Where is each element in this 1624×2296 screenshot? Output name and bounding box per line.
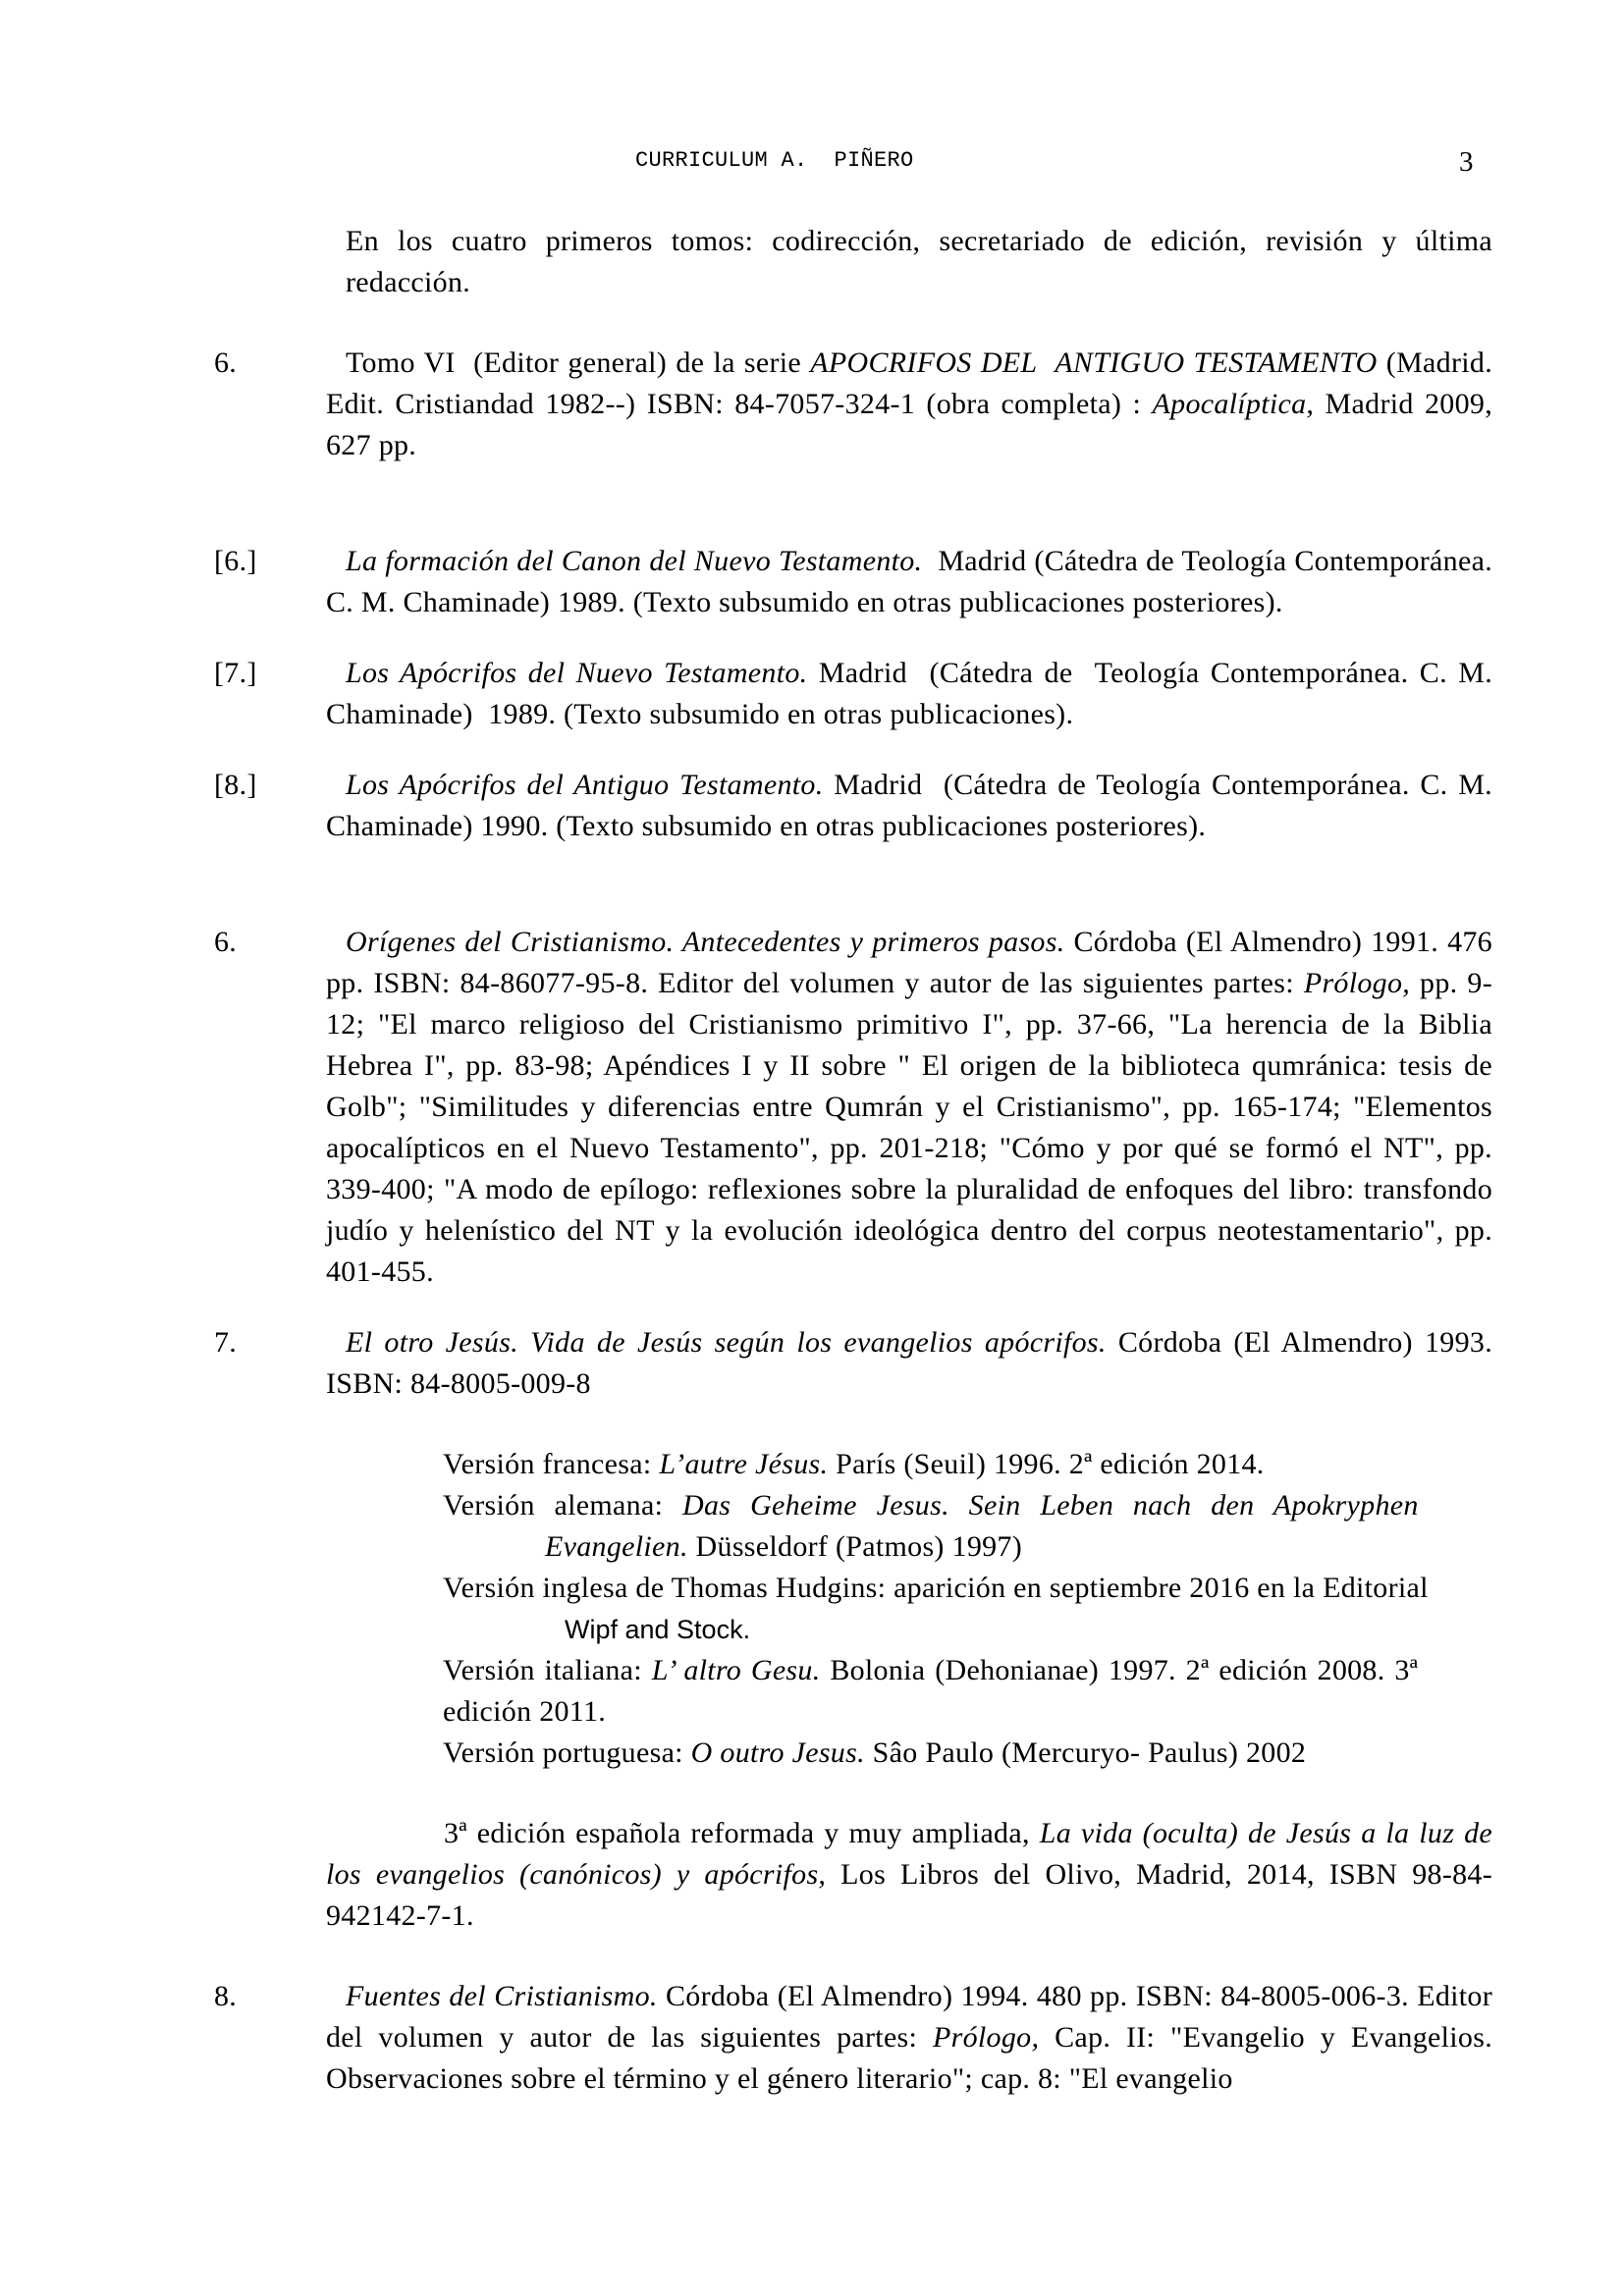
title-italic-text: Fuentes del Cristianismo. [346, 1980, 658, 2012]
body-text: Versión alemana: [443, 1489, 683, 1522]
body-text: Versión inglesa de Thomas Hudgins: aparición en septiembre 2016 en la Editorial [443, 1572, 1429, 1604]
body-text: 3ª edición española reformada y muy ampliada, [444, 1817, 1040, 1849]
body-text: Düsseldorf (Patmos) 1997) [687, 1530, 1023, 1563]
entry-text [326, 769, 1492, 842]
title-italic-text: La formación del Canon del Nuevo Testamento. [346, 545, 923, 577]
entry-number: [6.] [214, 545, 257, 577]
translation-line [443, 1485, 1565, 1526]
entry-text [326, 347, 1492, 461]
body-text: Wipf and Stock. [565, 1615, 751, 1644]
entry-text [326, 1980, 1492, 2095]
title-italic-text: El otro Jesús. Vida de Jesús según los evangelios apócrifos. [346, 1326, 1107, 1359]
body-text: Versión francesa: [443, 1448, 660, 1480]
translation-line [443, 1733, 1565, 1774]
publication-entry [214, 541, 1492, 623]
publication-entry [214, 1322, 1492, 1405]
page-number: 3 [1459, 146, 1474, 178]
body-text: París (Seuil) 1996. 2ª edición 2014. [828, 1448, 1265, 1480]
body-text: Versión portuguesa: [443, 1736, 691, 1769]
title-italic-text: La vida (oculta) de Jesús a la luz de los evangelios (canónicos) y apócrifos, [326, 1817, 1493, 1891]
entry-text [326, 926, 1492, 1288]
title-italic-text: Prólogo, [1303, 967, 1411, 999]
publications-list [0, 221, 1624, 2100]
body-text: Sâo Paulo (Mercuryo- Paulus) 2002 [864, 1736, 1307, 1769]
body-text: Los Libros del Olivo, Madrid, 2014, ISBN 98-84-942142-7-1. [326, 1858, 1492, 1932]
entry-number: 7. [214, 1326, 238, 1359]
body-text: Córdoba (El Almendro) 1994. 480 pp. ISBN: 84-8005-006-3. Editor del volumen y autor de las siguientes partes: [326, 1980, 1493, 2054]
title-italic-text: APOCRIFOS DEL ANTIGUO TESTAMENTO [810, 347, 1378, 379]
entry-number: [7.] [214, 657, 257, 689]
body-text: Córdoba (El Almendro) 1991. 476 pp. ISBN: 84-86077-95-8. Editor del volumen y autor de las siguientes partes: [326, 926, 1492, 999]
title-italic-text: Los Apócrifos del Nuevo Testamento. [346, 657, 808, 689]
entry-number: 8. [214, 1980, 238, 2012]
title-italic-text: Los Apócrifos del Antiguo Testamento. [346, 769, 824, 801]
translation-line [443, 1568, 1565, 1609]
title-italic-text: L’autre Jésus. [659, 1448, 829, 1480]
translation-line [443, 1650, 1565, 1691]
body-text: Versión italiana: [443, 1654, 652, 1686]
title-italic-text: Prólogo, [933, 2021, 1040, 2054]
publication-entry [214, 922, 1492, 1293]
body-text: En los cuatro primeros tomos: codirección, secretariado de edición, revisión y última redacción. [346, 225, 1492, 298]
body-text: Madrid (Cátedra de Teología Contemporánea. C. M. Chaminade) 1989. (Texto subsumido en otras publicaciones). [326, 657, 1492, 730]
body-text: (Madrid. Edit. Cristiandad 1982--) ISBN: 84-7057-324-1 (obra completa) : [326, 347, 1492, 420]
entry-text [326, 657, 1492, 730]
title-italic-text: O outro Jesus. [690, 1736, 865, 1769]
body-text: pp. 9-12; "El marco religioso del Cristianismo primitivo I", pp. 37-66, "La herencia de la Biblia Hebrea I", pp. 83-98; Apéndices I y II sobre " El origen de la biblioteca qumránica: tesis de Golb"; "Similitudes y diferencias entre Qumrán y el Cristianismo", pp. 165-174; "Elementos apocalípticos en el Nuevo Testamento", pp. 201-218; "Cómo y por qué se formó el NT", pp. 339-400; "A modo de epílogo: reflexiones sobre la pluralidad de enfoques del libro: transfondo judío y helenístico del NT y la evolución ideológica dentro del corpus neotestamentario", pp. 401-455. [326, 967, 1492, 1288]
publication-entry [214, 765, 1492, 847]
body-text: Tomo VI (Editor general) de la serie [346, 347, 811, 379]
publication-entry [214, 343, 1493, 466]
title-italic-text: L’ altro Gesu. [651, 1654, 821, 1686]
translations-block [443, 1444, 1565, 1774]
body-text: Cap. II: "Evangelio y Evangelios. Observaciones sobre el término y el género literario"; cap. 8: "El evangelio [326, 2021, 1492, 2095]
translation-line [443, 1444, 1565, 1485]
translation-line [443, 1526, 1565, 1568]
body-text: Madrid (Cátedra de Teología Contemporánea. C. M. Chaminade) 1990. (Texto subsumido en otras publicaciones posteriores). [326, 769, 1492, 842]
title-italic-text: Apocalíptica, [1152, 388, 1315, 420]
entry-text [326, 545, 1492, 618]
body-text: Bolonia (Dehonianae) 1997. 2ª edición 2008. 3ª [820, 1654, 1419, 1686]
translation-line [443, 1691, 1565, 1733]
body-text: Córdoba (El Almendro) 1993. ISBN: 84-8005-009-8 [326, 1326, 1492, 1400]
body-text: Madrid 2009, 627 pp. [326, 388, 1493, 461]
title-italic-text: Orígenes del Cristianismo. Antecedentes y primeros pasos. [346, 926, 1065, 958]
translation-line [443, 1609, 1565, 1650]
publication-entry [214, 653, 1492, 735]
entry-number: [8.] [214, 769, 257, 801]
intro-paragraph [346, 221, 1492, 303]
entry-number: 6. [214, 926, 238, 958]
title-italic-text: Das Geheime Jesus. Sein Leben nach den Apokryphen [682, 1489, 1419, 1522]
publication-entry [214, 1976, 1493, 2100]
body-text: Madrid (Cátedra de Teología Contemporánea. C. M. Chaminade) 1989. (Texto subsumido en otras publicaciones posteriores). [326, 545, 1492, 618]
body-text: edición 2011. [443, 1695, 607, 1728]
title-italic-text: Evangelien. [545, 1530, 688, 1563]
edition-note-paragraph [326, 1813, 1492, 1937]
entry-text [326, 1326, 1492, 1400]
page-header: CURRICULUM A. PIÑERO [635, 148, 914, 173]
entry-number: 6. [214, 347, 238, 379]
